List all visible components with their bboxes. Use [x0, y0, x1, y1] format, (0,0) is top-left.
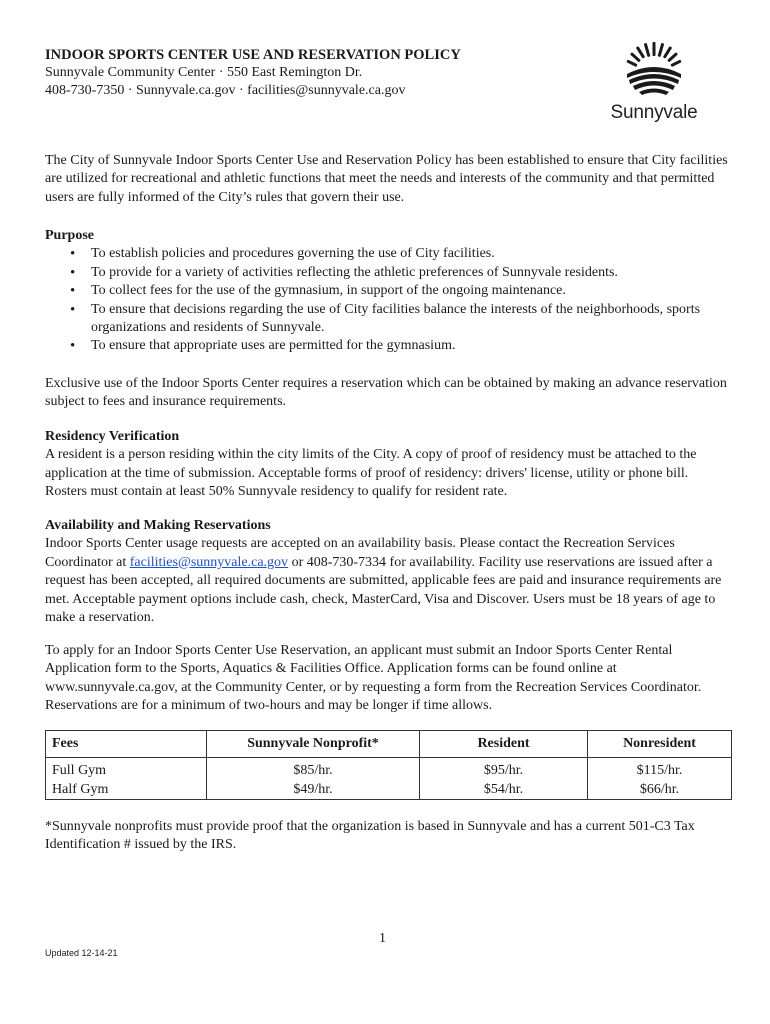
list-item: • To collect fees for the use of the gymnasium, in support of the ongoing maintenance.	[91, 282, 730, 300]
table-cell: $66/hr.	[588, 780, 732, 800]
fees-table	[45, 730, 732, 800]
exclusive-use-paragraph	[45, 375, 730, 412]
table-cell: $85/hr.	[207, 758, 420, 781]
address-line: Sunnyvale Community Center · 550 East Remington Dr.	[45, 65, 363, 80]
table-header-cell: Sunnyvale Nonprofit*	[207, 731, 420, 758]
table-cell: $54/hr.	[420, 780, 588, 800]
availability-section	[45, 517, 730, 627]
intro-text: The City of Sunnyvale Indoor Sports Center Use and Reservation Policy has been established to ensure that City facilities are utilized for recreational and athletic functions that meet the needs and interests of the community and that permitted users are fully informed of the City’s rules that govern their use.	[45, 153, 728, 205]
intro-paragraph	[45, 152, 730, 207]
table-header-row	[46, 731, 732, 758]
residency-heading: Residency Verification	[45, 429, 180, 444]
list-item: • To provide for a variety of activities reflecting the athletic preferences of Sunnyvale residents.	[91, 264, 730, 282]
availability-text	[45, 535, 730, 627]
availability-text-start: Indoor Sports Center usage requests are accepted on an availability basis. Please contact the Recreation Services Coordinator at	[45, 536, 675, 570]
table-header-cell: Nonresident	[588, 731, 732, 758]
logo-wordmark: Sunnyvale	[610, 102, 698, 123]
availability-heading: Availability and Making Reservations	[45, 518, 271, 533]
residency-section	[45, 428, 730, 502]
table-cell: $49/hr.	[207, 780, 420, 800]
facilities-email-link[interactable]: facilities@sunnyvale.ca.gov	[129, 554, 289, 570]
letterhead	[45, 46, 461, 100]
apply-paragraph	[45, 642, 730, 716]
updated-date: Updated 12-14-21	[45, 948, 118, 958]
table-row	[46, 780, 732, 800]
table-cell: Full Gym	[46, 758, 207, 781]
residency-text: A resident is a person residing within the city limits of the City. A copy of proof of residency must be attached to the application at the time of submission. Acceptable forms of proof of residency: drivers' license, utility or phone bill. Rosters must contain at least 50% Sunnyvale residency to qualify for resident rate.	[45, 447, 697, 500]
footnote-text: *Sunnyvale nonprofits must provide proof that the organization is based in Sunnyvale and has a current 501-C3 Tax Identification # issued by the IRS.	[45, 819, 695, 853]
document-title: INDOOR SPORTS CENTER USE AND RESERVATION POLICY	[45, 47, 461, 63]
footnote	[45, 818, 730, 855]
purpose-section	[45, 227, 730, 356]
table-header-cell: Fees	[46, 731, 207, 758]
table-row	[46, 758, 732, 781]
contact-line: 408-730-7350 · Sunnyvale.ca.gov · facilities@sunnyvale.ca.gov	[45, 83, 406, 98]
sunnyvale-logo	[606, 40, 702, 130]
list-item: • To ensure that appropriate uses are permitted for the gymnasium.	[91, 337, 730, 355]
table-cell: $115/hr.	[588, 758, 732, 781]
list-item: • To ensure that decisions regarding the use of City facilities balance the interests of the neighborhoods, sports organizations and residents of Sunnyvale.	[91, 301, 730, 338]
purpose-heading: Purpose	[45, 228, 94, 243]
table-cell: Half Gym	[46, 780, 207, 800]
sun-logo-icon	[621, 40, 687, 98]
apply-text: To apply for an Indoor Sports Center Use Reservation, an applicant must submit an Indoor Sports Center Rental Application form to the Sports, Aquatics & Facilities Office. Application forms can be found online at www.sunnyvale.ca.gov, at the Community Center, or by requesting a form from the Recreation Services Coordinator. Reservations are for a minimum of two-hours and may be longer if time allows.	[45, 643, 702, 714]
purpose-list	[45, 245, 730, 355]
list-item: • To establish policies and procedures governing the use of City facilities.	[91, 245, 730, 263]
exclusive-use-text: Exclusive use of the Indoor Sports Center requires a reservation which can be obtained by making an advance reservation subject to fees and insurance requirements.	[45, 376, 727, 410]
table-header-cell: Resident	[420, 731, 588, 758]
page-number: 1	[379, 931, 386, 946]
availability-text-end: or 408-730-7334 for availability. Facility use reservations are issued after a request has been accepted, all required documents are submitted, applicable fees are paid and insurance requirements are met. Acceptable payment options include cash, check, MasterCard, Visa and Discover. Users must be 18 years of age to make a reservation.	[45, 554, 722, 626]
table-cell: $95/hr.	[420, 758, 588, 781]
